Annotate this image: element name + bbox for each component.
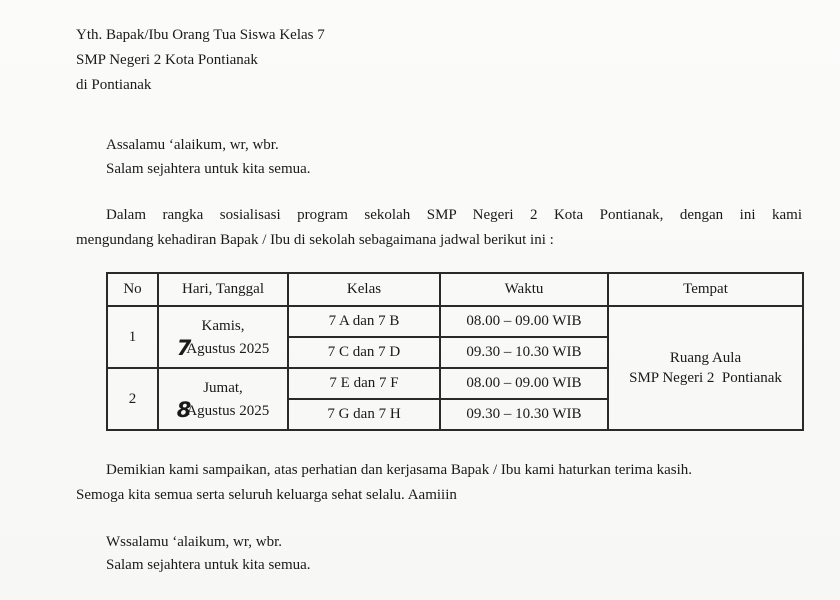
header-kelas: Kelas <box>288 273 440 306</box>
row-1-day: Kamis, <box>201 317 245 334</box>
tempat-line-1: Ruang Aula <box>669 350 742 366</box>
session-waktu: 08.00 – 09.00 WIB <box>440 306 608 337</box>
session-kelas: 7 A dan 7 B <box>288 306 440 337</box>
row-2-date-number: 8 <box>176 397 190 422</box>
table-header-row <box>107 273 803 306</box>
session-waktu: 08.00 – 09.00 WIB <box>440 368 608 399</box>
tempat-cell <box>608 306 803 430</box>
header-no: No <box>107 273 158 306</box>
farewell-line-2: Salam sejahtera untuk kita semua. <box>106 557 311 573</box>
header-tempat: Tempat <box>608 273 803 306</box>
row-2-date-month: Agustus 2025 <box>186 402 270 419</box>
row-1-date-month: Agustus 2025 <box>186 340 270 357</box>
schedule-table <box>106 272 804 431</box>
row-2-no: 2 <box>107 368 158 430</box>
session-kelas: 7 E dan 7 F <box>288 368 440 399</box>
session-waktu: 09.30 – 10.30 WIB <box>440 337 608 368</box>
row-2-date-cell <box>158 368 288 430</box>
recipient-line-3: di Pontianak <box>76 77 152 93</box>
row-1-date-number: 7 <box>176 335 190 360</box>
body-line-1: Dalam rangka sosialisasi program sekolah SMP Negeri 2 Kota Pontianak, dengan ini kami <box>106 207 802 223</box>
row-2-day: Jumat, <box>203 379 243 396</box>
table-row <box>107 306 803 337</box>
closing-line-2: Semoga kita semua serta seluruh keluarga sehat selalu. Aamiiin <box>76 487 457 503</box>
header-waktu: Waktu <box>440 273 608 306</box>
session-waktu: 09.30 – 10.30 WIB <box>440 399 608 430</box>
session-kelas: 7 G dan 7 H <box>288 399 440 430</box>
recipient-line-1: Yth. Bapak/Ibu Orang Tua Siswa Kelas 7 <box>76 27 325 43</box>
session-kelas: 7 C dan 7 D <box>288 337 440 368</box>
header-hari-tanggal: Hari, Tanggal <box>158 273 288 306</box>
row-1-date-cell <box>158 306 288 368</box>
row-1-no: 1 <box>107 306 158 368</box>
closing-line-1: Demikian kami sampaikan, atas perhatian dan kerjasama Bapak / Ibu kami haturkan terima kasih. <box>106 462 693 478</box>
greeting-line-1: Assalamu ‘alaikum, wr, wbr. <box>106 137 279 153</box>
recipient-line-2: SMP Negeri 2 Kota Pontianak <box>76 52 258 68</box>
farewell-line-1: Wssalamu ‘alaikum, wr, wbr. <box>106 534 283 550</box>
body-line-2: mengundang kehadiran Bapak / Ibu di sekolah sebagaimana jadwal berikut ini : <box>76 232 554 248</box>
tempat-line-2: SMP Negeri 2 Pontianak <box>629 370 782 386</box>
greeting-line-2: Salam sejahtera untuk kita semua. <box>106 161 311 177</box>
